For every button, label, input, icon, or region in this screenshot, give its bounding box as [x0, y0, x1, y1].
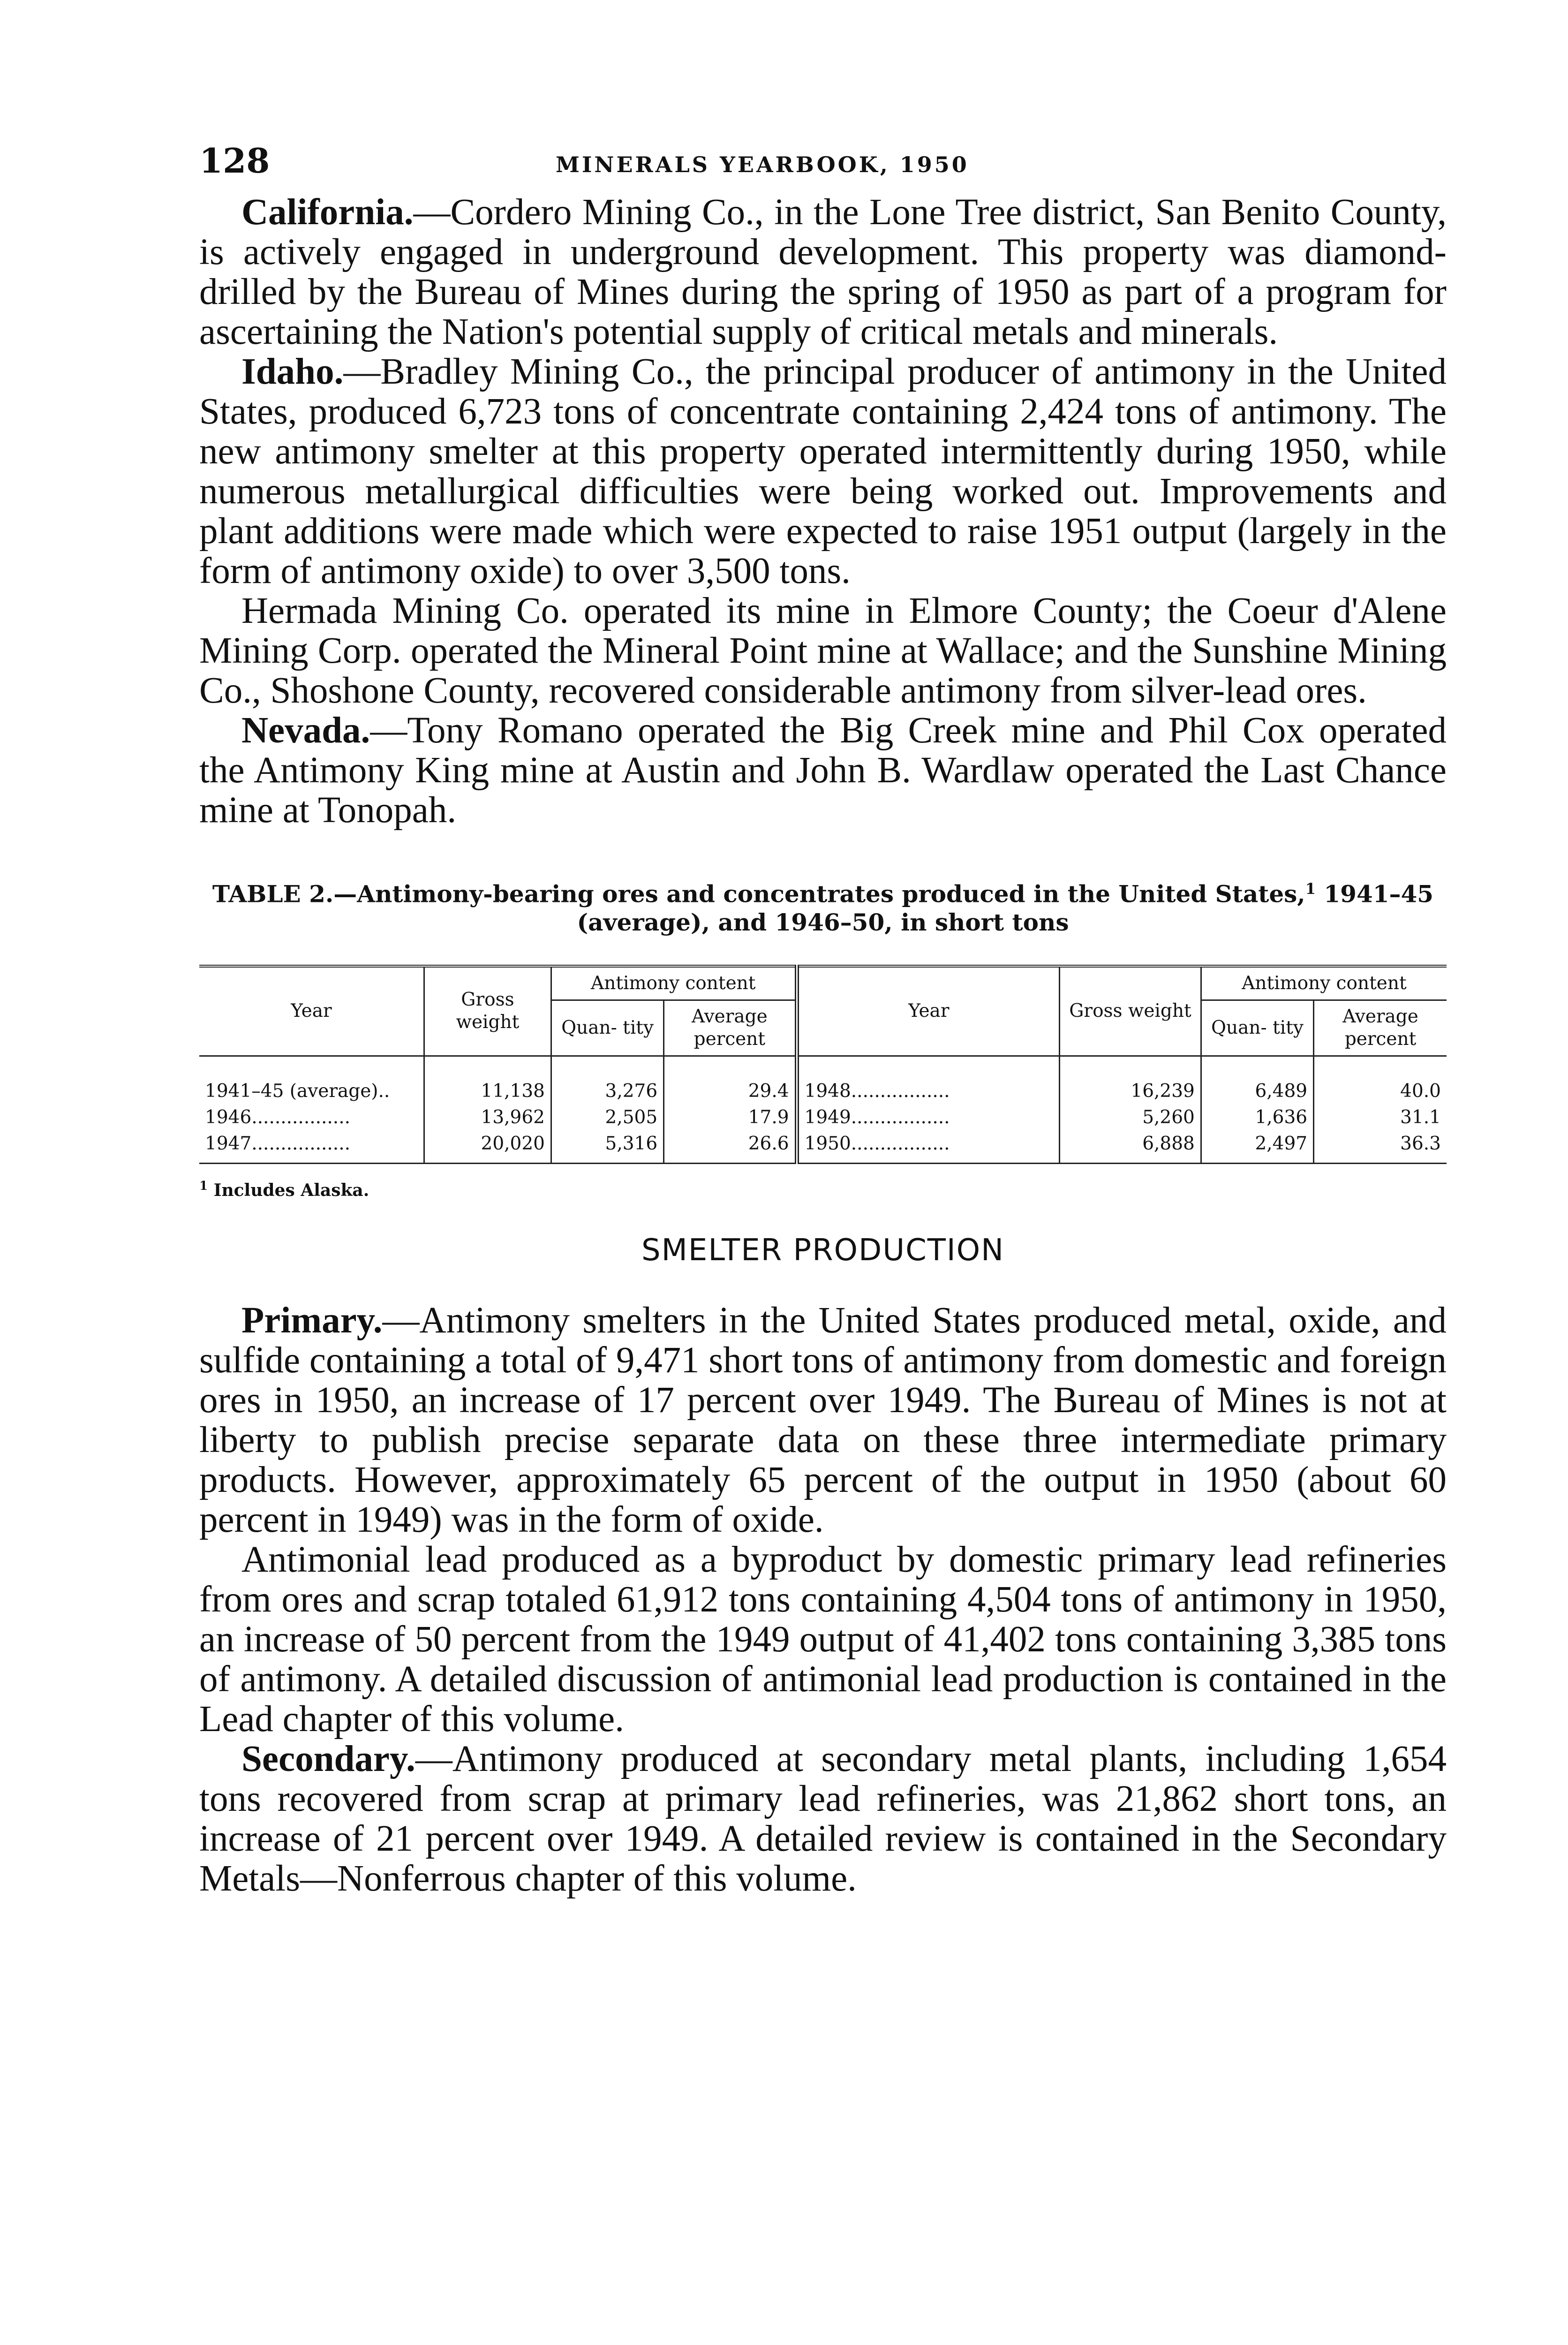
run-in-heading: Idaho.	[241, 351, 344, 392]
section-heading: SMELTER PRODUCTION	[641, 1233, 1004, 1268]
paragraph-text: —Bradley Mining Co., the principal producer of antimony in the United States, produced 6,723 tons of concentrate containing 2,424 tons of antimony. The new antimony smelter at this property operated intermittently during 1950, while numerous metallurgical difficulties were being worked out. Improvements and plant additions were made which were expected to raise 1951 output (largely in the form of antimony oxide) to over 3,500 tons.	[199, 351, 1447, 591]
header-average-percent: Average percent	[1314, 1000, 1447, 1056]
paragraph-text: —Antimony smelters in the United States produced metal, oxide, and sulfide containing a total of 9,471 short tons of antimony from domestic and foreign ores in 1950, an increase of 17 percent over 1949. The Bureau of Mines is not at liberty to publish precise separate data on these three intermediate primary products. However, approximately 65 percent of the output in 1950 (about 60 percent in 1949) was in the form of oxide.	[199, 1300, 1447, 1540]
footnote-mark: 1	[199, 1179, 208, 1193]
year-cell: 1947.................	[199, 1131, 424, 1164]
header-antimony-content: Antimony content	[1201, 966, 1447, 1000]
quantity-cell: 6,489	[1201, 1056, 1313, 1104]
year-cell: 1948.................	[797, 1056, 1060, 1104]
gross-weight-cell: 13,962	[424, 1104, 551, 1131]
table-row	[199, 1104, 1447, 1131]
average-percent-cell: 36.3	[1314, 1131, 1447, 1164]
table-footnote: $^1$ Includes Alaska.	[199, 1179, 369, 1200]
quantity-cell: 1,636	[1201, 1104, 1313, 1131]
year-cell: 1949.................	[797, 1104, 1060, 1131]
quantity-cell: 2,497	[1201, 1131, 1313, 1164]
page-number: 128	[199, 141, 270, 181]
state-notes	[199, 192, 1447, 830]
paragraph-nevada	[199, 711, 1447, 830]
run-in-heading: Secondary.	[241, 1738, 415, 1779]
run-in-heading: Nevada.	[241, 710, 370, 751]
paragraph-california	[199, 192, 1447, 352]
paragraph-idaho	[199, 352, 1447, 591]
average-percent-cell: 26.6	[664, 1131, 797, 1164]
average-percent-cell: 31.1	[1314, 1104, 1447, 1131]
smelter-production-text	[199, 1301, 1447, 1899]
paragraph-text: —Antimony produced at secondary metal plants, including 1,654 tons recovered from scrap at primary lead refineries, was 21,862 short tons, an increase of 21 percent over 1949. A detailed review is contained in the Secondary Metals—Nonferrous chapter of this volume.	[199, 1738, 1447, 1899]
header-average-percent: Average percent	[664, 1000, 797, 1056]
paragraph-primary	[199, 1301, 1447, 1540]
gross-weight-cell: 5,260	[1060, 1104, 1201, 1131]
header-quantity: Quan- tity	[551, 1000, 663, 1056]
year-cell: 1946.................	[205, 1106, 351, 1128]
journal-title: MINERALS YEARBOOK, 1950	[556, 152, 969, 177]
header-antimony-content: Antimony content	[551, 966, 797, 1000]
paragraph-antimonial-lead	[199, 1540, 1447, 1739]
table-row	[199, 1056, 1447, 1104]
paragraph-text: Antimonial lead produced as a byproduct by domestic primary lead refineries from ores and scrap totaled 61,912 tons containing 4,504 tons of antimony in 1950, an increase of 50 percent from the 1949 output of 41,402 tons containing 3,385 tons of antimony. A detailed discussion of antimonial lead production is contained in the Lead chapter of this volume.	[199, 1539, 1447, 1740]
footnote-ref: 1	[1305, 880, 1316, 898]
header-quantity: Quan- tity	[1201, 1000, 1313, 1056]
run-in-heading: California.	[241, 192, 414, 233]
header-gross-weight: Gross weight	[1060, 966, 1201, 1056]
paragraph-text: Hermada Mining Co. operated its mine in Elmore County; the Coeur d'Alene Mining Corp. operated the Mineral Point mine at Wallace; and the Sunshine Mining Co., Shoshone County, recovered considerable antimony from silver-lead ores.	[199, 590, 1447, 711]
paragraph-text: —Tony Romano operated the Big Creek mine and Phil Cox operated the Antimony King mine at Austin and John B. Wardlaw operated the Last Chance mine at Tonopah.	[199, 710, 1447, 831]
header-year: Year	[199, 966, 424, 1056]
average-percent-cell: 17.9	[664, 1104, 797, 1131]
run-in-heading: Primary.	[241, 1300, 383, 1341]
running-head	[199, 141, 1447, 192]
table-row	[199, 1131, 1447, 1164]
gross-weight-cell: 20,020	[424, 1131, 551, 1164]
gross-weight-cell: 11,138	[424, 1056, 551, 1104]
paragraph-idaho-continued	[199, 591, 1447, 711]
quantity-cell: 3,276	[551, 1056, 663, 1104]
antimony-ores-table	[199, 965, 1447, 1164]
table-header-row	[199, 966, 1447, 1000]
year-cell: 1941–45 (average)..	[205, 1080, 390, 1102]
gross-weight-cell: 6,888	[1060, 1131, 1201, 1164]
average-percent-cell: 40.0	[1314, 1056, 1447, 1104]
table-caption: TABLE 2.—Antimony-bearing ores and concentrates produced in the United States,$^1$ 1941–45 (average), and 1946–50, in short tons	[212, 880, 1434, 936]
quantity-cell: 5,316	[551, 1131, 663, 1164]
page	[199, 141, 1447, 1899]
paragraph-secondary	[199, 1739, 1447, 1899]
header-year: Year	[797, 966, 1060, 1056]
quantity-cell: 2,505	[551, 1104, 663, 1131]
average-percent-cell: 29.4	[664, 1056, 797, 1104]
year-cell: 1950.................	[797, 1131, 1060, 1164]
gross-weight-cell: 16,239	[1060, 1056, 1201, 1104]
header-gross-weight: Gross weight	[424, 966, 551, 1056]
paragraph-text: —Cordero Mining Co., in the Lone Tree district, San Benito County, is actively engaged in underground development. This property was diamond-drilled by the Bureau of Mines during the spring of 1950 as part of a program for ascertaining the Nation's potential supply of critical metals and minerals.	[199, 192, 1447, 352]
